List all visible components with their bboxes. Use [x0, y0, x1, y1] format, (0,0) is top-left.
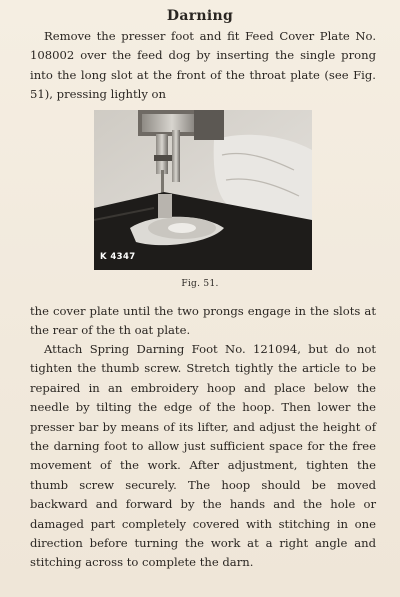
paragraph-intro: Remove the presser foot and fit Feed Cover Plate No. 108002 over the feed dog by inserting the single prong into the long slot at the front of the throat plate (see Fig. 51), pressing lightly on: [30, 29, 376, 102]
section-heading: Darning: [166, 8, 234, 24]
figure-caption: Fig. 51.: [181, 279, 219, 289]
sewing-machine-photo: [94, 110, 312, 270]
figure-photo: [94, 110, 312, 270]
paragraph-continuation: the cover plate until the two prongs engage in the slots at the rear of the th oat plate.: [30, 304, 376, 338]
paragraph-darning-instructions: Attach Spring Darning Foot No. 121094, but do not tighten the thumb screw. Stretch tightly the article to be repaired in an embroidery hoop and place below the needle by tilting the edge of the hoop. Then lower the presser bar by means of its lifter, and adjust the height of the darning foot to allow just sufficient space for the free movement of the work. After adjustment, tighten the thumb screw securely. The hoop should be moved backward and forward by the hands and the hole or damaged part completely covered with stitching in one direction before turning the work at a right angle and stitching across to complete the darn.: [30, 342, 376, 570]
figure-code-label: K 4347: [100, 252, 136, 262]
